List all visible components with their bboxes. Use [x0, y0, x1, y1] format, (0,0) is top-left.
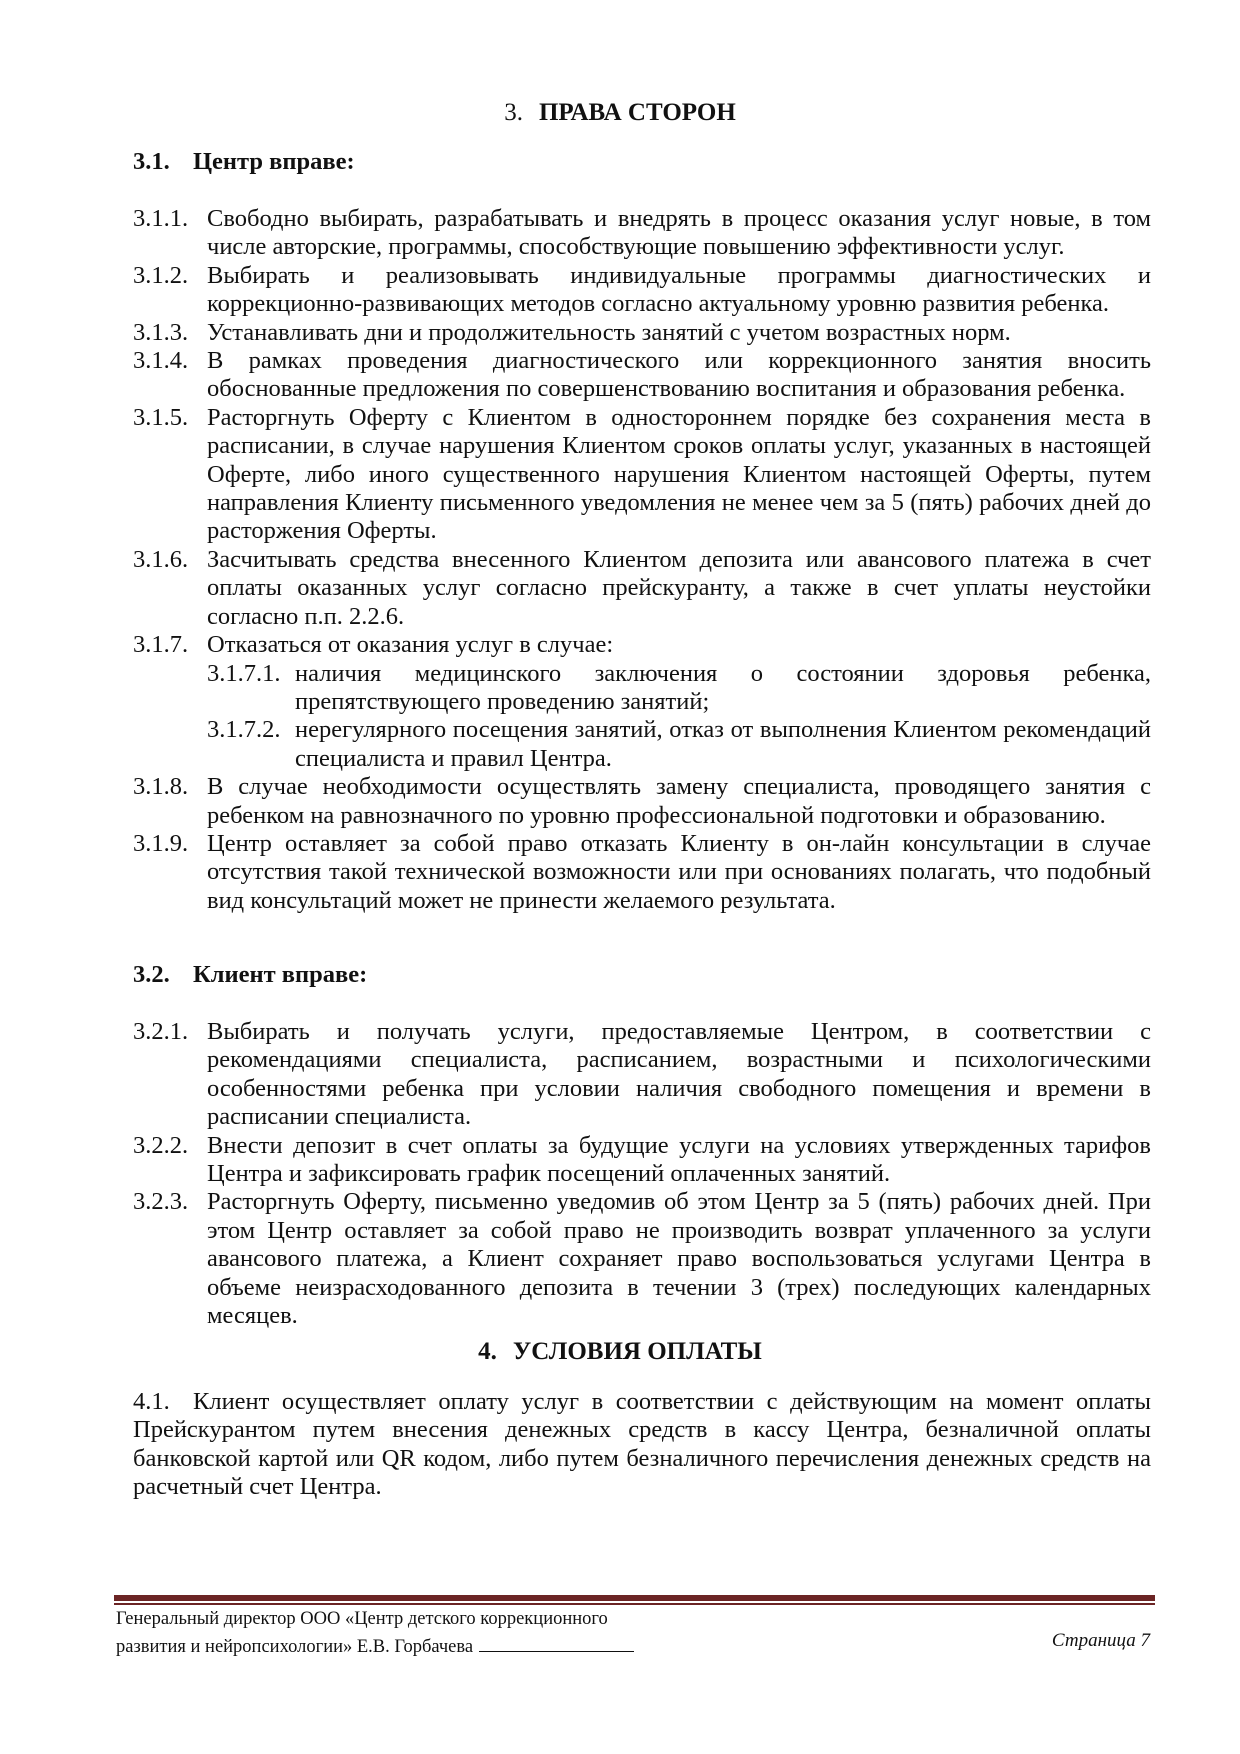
- client-rights-list: [133, 1018, 1151, 1330]
- subitem-text: наличия медицинского заключения о состоянии здоровья ребенка, препятствующего проведению занятий;: [295, 659, 1151, 715]
- section-number: 4.: [478, 1338, 497, 1365]
- subsection-title: Центр вправе:: [193, 148, 355, 175]
- item-number: 3.1.2.: [133, 261, 189, 289]
- item-number: 3.1.5.: [133, 403, 189, 431]
- item-number: 3.1.6.: [133, 545, 189, 573]
- list-item: [133, 1132, 1151, 1189]
- center-rights-list: [133, 205, 1151, 915]
- signature-line: [479, 1633, 634, 1652]
- footer-line-2: развития и нейропсихологии» Е.В. Горбачева: [116, 1637, 474, 1657]
- item-number: 3.1.4.: [133, 347, 189, 375]
- paragraph-text: Клиент осуществляет оплату услуг в соответствии с действующим на момент оплаты Прейскурантом путем внесения денежных средств в кассу Центра, безналичной оплаты банковской картой или QR кодом, либо путем безналичного перечисления денежных средств на расчетный счет Центра.: [133, 1388, 1151, 1501]
- item-text: Расторгнуть Оферту с Клиентом в одностороннем порядке без сохранения места в расписании, в случае нарушения Клиентом сроков оплаты услуг, указанных в настоящей Оферте, либо иного существенного нарушения Клиентом настоящей Оферты, путем направления Клиенту письменного уведомления не менее чем за 5 (пять) рабочих дней до расторжения Оферты.: [207, 403, 1151, 545]
- item-number: 3.1.9.: [133, 829, 189, 857]
- item-text: Центр оставляет за собой право отказать Клиенту в он-лайн консультации в случае отсутствия такой технической возможности или при основаниях полагать, что подобный вид консультаций может не принести желаемого результата.: [207, 829, 1151, 914]
- item-text: Выбирать и реализовывать индивидуальные программы диагностических и коррекционно-развивающих методов согласно актуальному уровню развития ребенка.: [207, 261, 1151, 318]
- list-item: [133, 830, 1151, 915]
- item-number: 3.2.2.: [133, 1131, 189, 1159]
- section-title: УСЛОВИЯ ОПЛАТЫ: [512, 1338, 762, 1365]
- item-number: 3.1.7.: [133, 631, 189, 659]
- list-item: [133, 1188, 1151, 1330]
- item-text: Отказаться от оказания услуг в случае:: [207, 631, 614, 659]
- item-number: 3.2.1.: [133, 1018, 189, 1045]
- payment-paragraph: [133, 1388, 1151, 1502]
- subitem-number: 3.1.7.1.: [207, 659, 281, 687]
- list-item: [133, 262, 1151, 319]
- section-3-heading: [0, 98, 1240, 128]
- subitem-text: нерегулярного посещения занятий, отказ от выполнения Клиентом рекомендаций специалиста и правил Центра.: [295, 716, 1151, 772]
- sub-list-item: [207, 660, 1151, 717]
- item-number: 3.1.8.: [133, 773, 189, 801]
- subitem-number: 3.1.7.2.: [207, 716, 281, 744]
- list-item: [133, 319, 1151, 347]
- section-number: 3.: [504, 99, 523, 126]
- item-text: В рамках проведения диагностического или коррекционного занятия вносить обоснованные предложения по совершенствованию воспитания и образования ребенка.: [207, 347, 1151, 403]
- subsection-number: 3.2.: [133, 961, 170, 988]
- list-item: [133, 773, 1151, 830]
- item-text: В случае необходимости осуществлять замену специалиста, проводящего занятия с ребенком на равнозначного по уровню профессиональной подготовки и образованию.: [207, 773, 1151, 829]
- page-number: Страница 7: [1051, 1630, 1150, 1651]
- item-text: Устанавливать дни и продолжительность занятий с учетом возрастных норм.: [207, 318, 1011, 346]
- list-item: [133, 347, 1151, 404]
- section-4-heading: [0, 1337, 1240, 1367]
- list-item: [133, 546, 1151, 631]
- item-number: 3.2.3.: [133, 1188, 189, 1216]
- item-text: Засчитывать средства внесенного Клиентом депозита или авансового платежа в счет оплаты оказанных услуг согласно прейскуранту, а также в счет уплаты неустойки согласно п.п. 2.2.6.: [207, 545, 1151, 630]
- footer-line-1: Генеральный директор ООО «Центр детского коррекционного: [116, 1609, 608, 1629]
- list-item: [133, 1018, 1151, 1132]
- subsection-number: 3.1.: [133, 148, 170, 175]
- item-text: Выбирать и получать услуги, предоставляемые Центром, в соответствии с рекомендациями специалиста, расписанием, возрастными и психологическими особенностями ребенка при условии наличия свободного помещения и времени в расписании специалиста.: [207, 1018, 1151, 1131]
- subsection-3-1-heading: [133, 147, 355, 177]
- section-title: ПРАВА СТОРОН: [538, 99, 736, 126]
- list-item: [133, 631, 1151, 659]
- item-text: Расторгнуть Оферту, письменно уведомив об этом Центр за 5 (пять) рабочих дней. При этом Центр оставляет за собой право не производить возврат уплаченного за услуги авансового платежа, а Клиент сохраняет право воспользоваться услугами Центра в объеме неизрасходованного депозита в течении 3 (трех) последующих календарных месяцев.: [207, 1188, 1151, 1330]
- item-text: Внести депозит в счет оплаты за будущие услуги на условиях утвержденных тарифов Центра и зафиксировать график посещений оплаченных занятий.: [207, 1131, 1151, 1188]
- sub-list-item: [207, 716, 1151, 773]
- item-number: 3.1.3.: [133, 318, 189, 346]
- item-number: 3.1.1.: [133, 205, 189, 232]
- footer-divider-thin: [114, 1603, 1155, 1605]
- list-item: [133, 404, 1151, 546]
- footer-signature-block: [116, 1606, 634, 1661]
- item-text: Свободно выбирать, разрабатывать и внедрять в процесс оказания услуг новые, в том числе авторские, программы, способствующие повышению эффективности услуг.: [207, 205, 1151, 261]
- subsection-title: Клиент вправе:: [193, 961, 368, 988]
- footer-line-2-wrap: [116, 1633, 634, 1661]
- list-item: [133, 205, 1151, 262]
- subsection-3-2-heading: [133, 960, 367, 990]
- paragraph-number: 4.1.: [133, 1388, 170, 1415]
- footer-divider-thick: [114, 1595, 1155, 1601]
